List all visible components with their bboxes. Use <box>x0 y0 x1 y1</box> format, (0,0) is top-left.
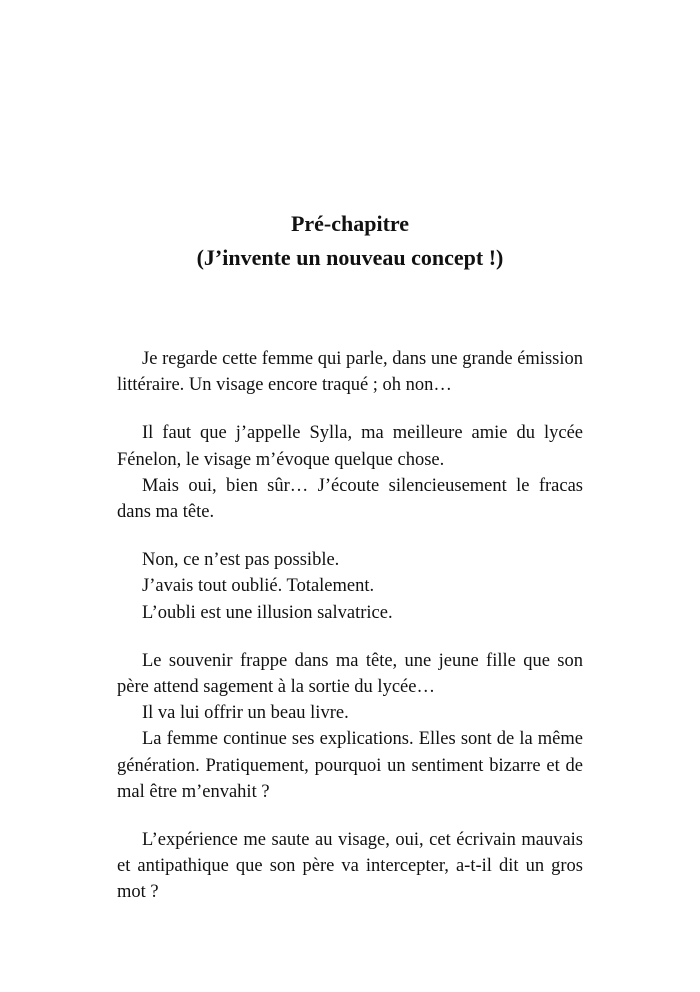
paragraph: J’avais tout oublié. Totalement. <box>142 576 375 597</box>
paragraph: Il faut que j’appelle Sylla, ma meilleure amie du lycée Fénelon, le visage m’évoque quelque chose. <box>117 423 583 470</box>
chapter-body <box>117 346 583 906</box>
paragraph-gap <box>117 805 583 827</box>
paragraph: Mais oui, bien sûr… J’écoute silencieusement le fracas dans ma tête. <box>117 475 583 523</box>
paragraph: Non, ce n’est pas possible. <box>142 550 340 571</box>
chapter-title-line-1: Pré-chapitre <box>290 211 410 236</box>
paragraph: Je regarde cette femme qui parle, dans une grande émission littéraire. Un visage encore traqué ; oh non… <box>117 349 583 396</box>
paragraph-gap <box>117 525 583 547</box>
paragraph: L’expérience me saute au visage, oui, cet écrivain mauvais et antipathique que son père va intercepter, a-t-il dit un gros mot ? <box>117 830 583 903</box>
paragraph-gap <box>117 398 583 420</box>
paragraph: L’oubli est une illusion salvatrice. <box>142 602 393 623</box>
paragraph: Le souvenir frappe dans ma tête, une jeune fille que son père attend sagement à la sortie du lycée… <box>117 650 583 698</box>
chapter-title-line-2: (J’invente un nouveau concept !) <box>196 245 504 270</box>
paragraph-gap <box>117 626 583 648</box>
chapter-title <box>0 207 700 275</box>
paragraph: Il va lui offrir un beau livre. <box>142 703 349 724</box>
paragraph: La femme continue ses explications. Elles sont de la même génération. Pratiquement, pourquoi un sentiment bizarre et de mal être m’envahit ? <box>117 729 583 802</box>
